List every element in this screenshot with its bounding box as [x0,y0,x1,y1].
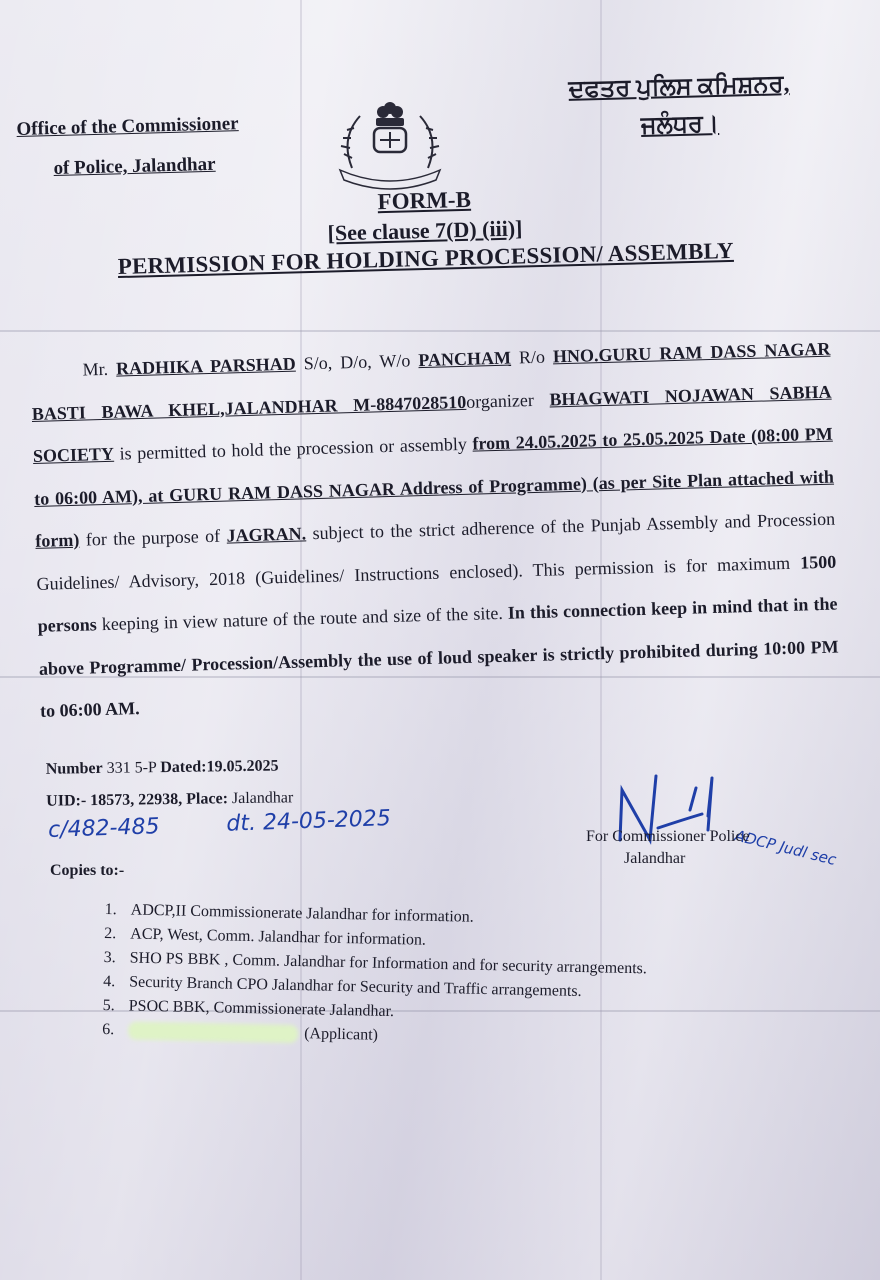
body-text: is permitted to hold the procession or assembly [119,433,468,464]
applicant-address: HNO.GURU RAM DASS NAGAR BASTI BAWA KHEL,JALANDHAR M-8847028510 [31,338,831,424]
permission-title: PERMISSION FOR HOLDING PROCESSION/ ASSEMBLY [117,237,735,280]
place-label: Place: [186,790,229,808]
copies-list [102,898,648,1053]
event-purpose: JAGRAN. [226,523,307,546]
dated-value: 19.05.2025 [206,757,279,776]
number-value: 331 5-P [106,759,157,777]
copy-text: PSOC BBK, Commissionerate Jalandhar. [128,997,395,1021]
signatory-line-1: For Commissioner Police [586,828,750,845]
signatory-line-2: Jalandhar [624,850,686,867]
form-heading [79,179,771,281]
copy-number: 6. [102,1020,115,1039]
form-clause: [See clause 7(D) (iii)] [327,215,523,246]
applicant-name: RADHIKA PARSHAD [115,353,296,379]
body-text: R/o [518,346,546,368]
loudspeaker-note: In this connection keep in mind that in the above Programme/ Procession/Assembly the use of loud speaker is strictly prohibited during 10:00 PM to 06:00 AM. [38,593,839,721]
body-text: persons [37,614,97,636]
copy-number: 5. [102,996,115,1015]
number-line [46,750,293,785]
copies-label: Copies to:- [50,862,125,879]
body-text: Mr. [82,358,109,380]
copy-number: 1. [104,900,117,919]
signature-note: ADCP Judl sec [733,826,839,869]
relative-name: PANCHAM [418,347,512,371]
organization-name: BHAGWATI NOJAWAN SABHA SOCIETY [32,381,832,466]
permission-body [30,328,840,733]
handwritten-ref-number: c/482-485 [47,814,160,843]
copy-text: SHO PS BBK , Comm. Jalandhar for Information and for security arrangements. [129,949,648,978]
office-pa-line-2: ਜਲੰਧਰ। [640,110,720,140]
body-text: for the purpose of [85,525,221,550]
signature-block [586,826,750,870]
copy-text: Security Branch CPO Jalandhar for Security and Traffic arrangements. [129,973,582,1001]
body-text: keeping in view nature of the route and size of the site. [101,602,504,635]
form-title: FORM-B [377,186,472,215]
uid-label: UID:- [46,792,87,810]
copy-number: 4. [103,972,116,991]
copy-text: ACP, West, Comm. Jalandhar for information. [130,925,427,949]
dated-label: Dated: [160,758,207,777]
copy-text: ADCP,II Commissionerate Jalandhar for information. [130,901,474,926]
redacted-name [128,1022,298,1044]
office-pa-line-1: ਦਫਤਰ ਪੁਲਿਸ ਕਮਿਸ਼ਨਰ, [568,71,790,103]
state-emblem-icon [330,98,450,190]
office-name-english [16,104,240,190]
office-line-1: Office of the Commissioner [16,113,239,140]
office-name-punjabi [568,65,791,147]
max-persons: 1500 [799,551,837,573]
body-text: subject to the strict adherence of the Punjab Assembly and Procession Guidelines/ Advisory, 2018 (Guidelines/ Instructions enclosed). This permission is for maximum [36,508,836,594]
copy-number: 3. [103,948,116,967]
event-date-venue: from 24.05.2025 to 25.05.2025 Date (08:00 PM to 06:00 AM), at GURU RAM DASS NAGAR Address of Programme) (as per Site Plan attached with form) [33,423,835,551]
uid-value: 18573, 22938, [90,790,183,810]
handwritten-date: dt. 24-05-2025 [225,806,392,837]
reference-meta [46,750,294,817]
place-value: Jalandhar [231,789,294,808]
body-text: S/o, D/o, W/o [303,350,411,374]
office-line-2: of Police, Jalandhar [53,153,216,180]
copy-text: (Applicant) [304,1025,379,1044]
copy-number: 2. [104,924,117,943]
number-label: Number [45,759,103,778]
body-text: organizer [465,389,535,412]
